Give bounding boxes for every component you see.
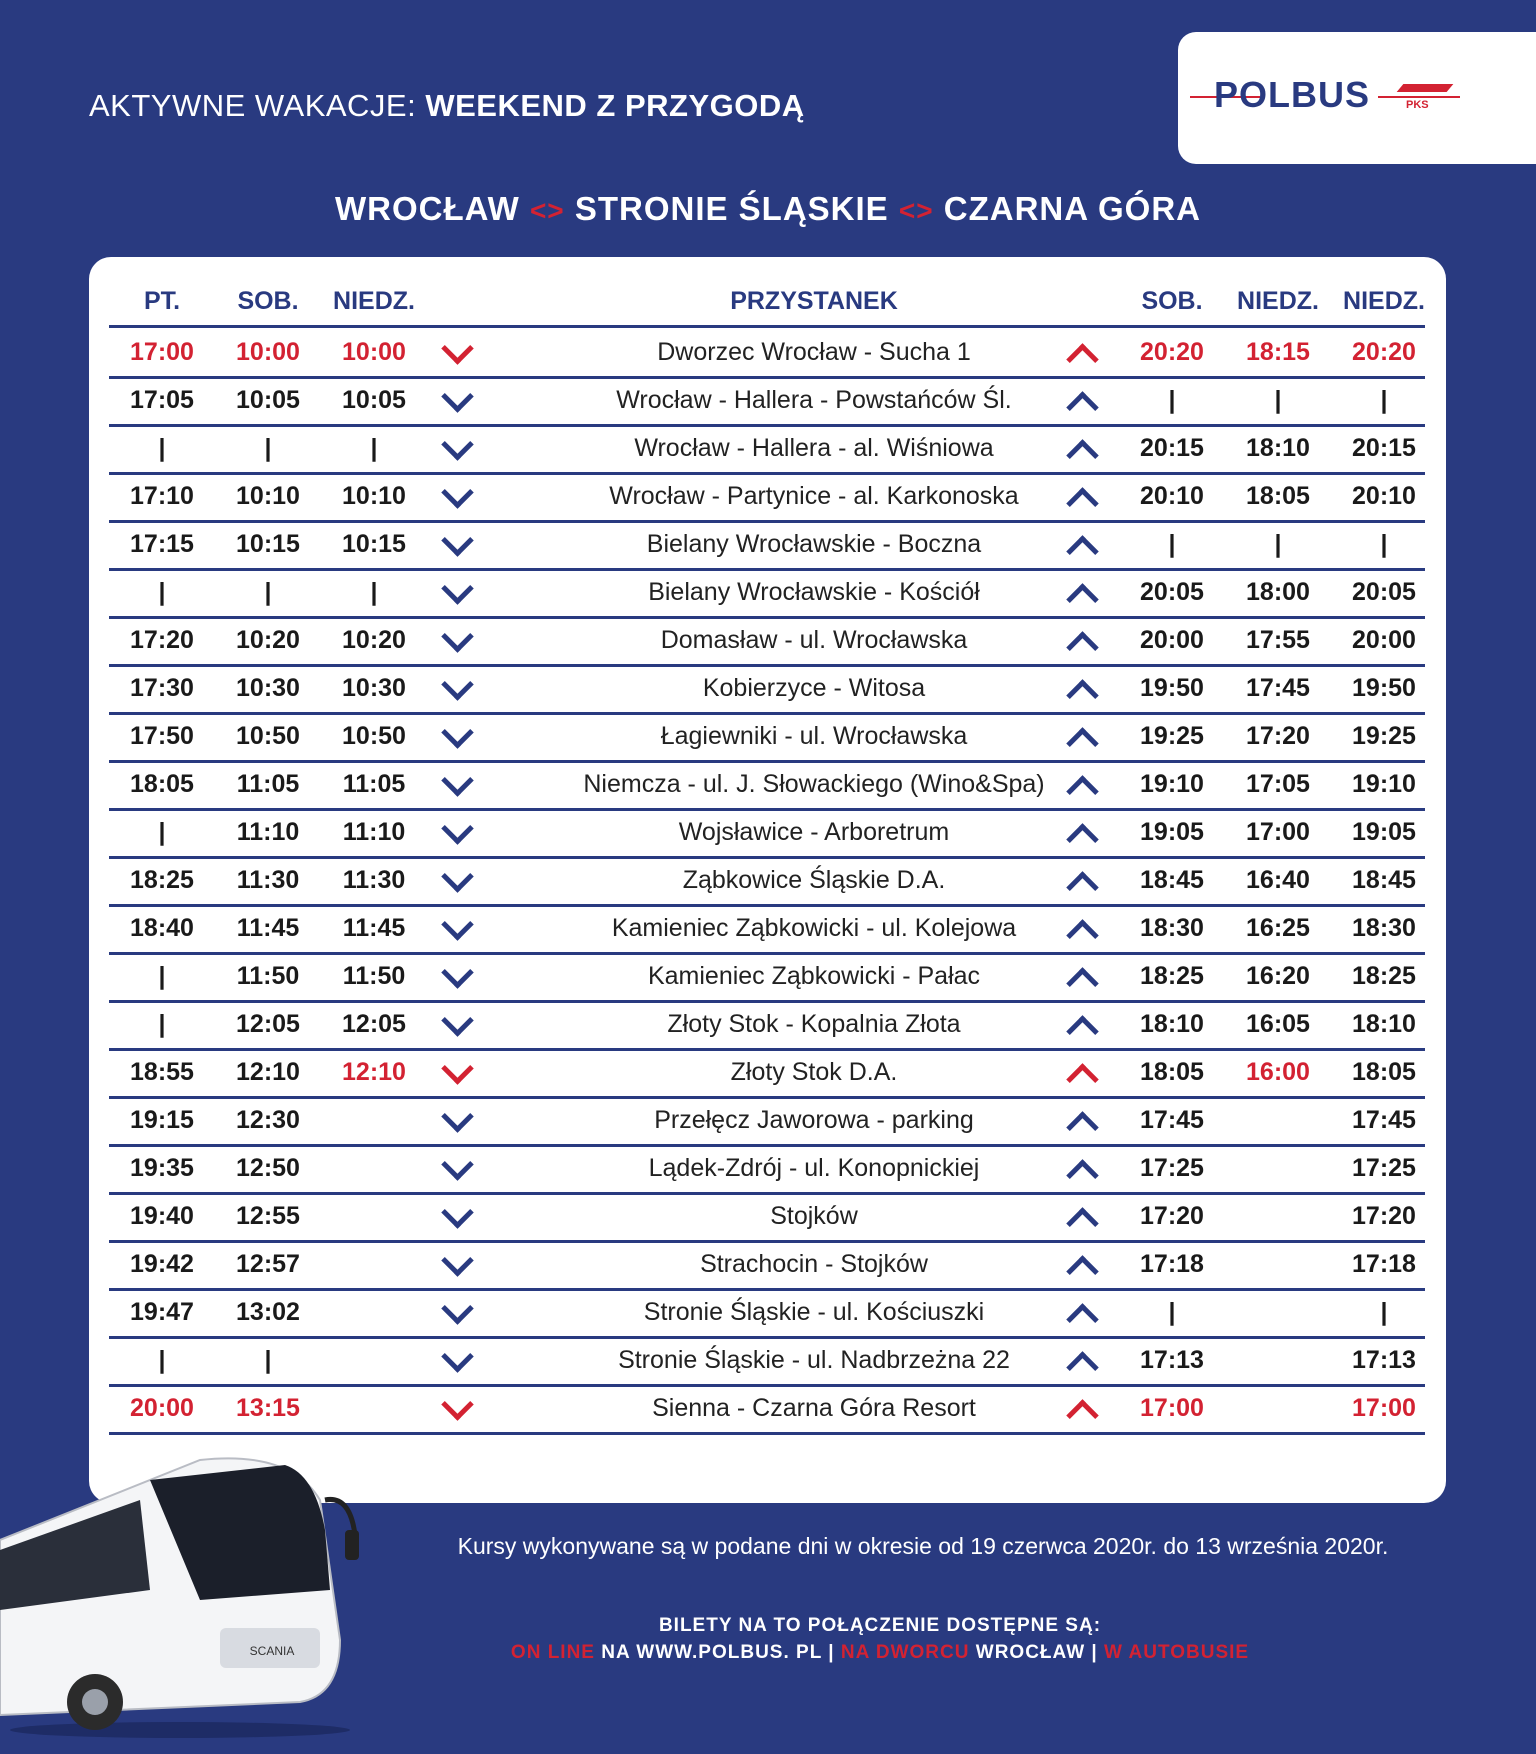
- logo-text: POLBUS: [1214, 74, 1371, 115]
- time-c2: 13:02: [236, 1298, 300, 1326]
- chevron-down-icon: [441, 812, 474, 845]
- time-c1: 19:47: [130, 1298, 194, 1326]
- ticket-sep-2: |: [1085, 1642, 1105, 1663]
- time-c1: 18:40: [130, 914, 194, 942]
- stop-name: Kobierzyce - Witosa: [702, 674, 926, 702]
- time-c6: 20:15: [1352, 434, 1416, 462]
- time-c2: 11:30: [236, 866, 300, 894]
- chevron-down-icon: [441, 1148, 474, 1181]
- tickets-info: [380, 1612, 1380, 1666]
- time-c2: 10:50: [236, 722, 300, 750]
- time-c1: 18:25: [130, 866, 194, 894]
- stop-name: Lądek-Zdrój - ul. Konopnickiej: [648, 1154, 980, 1182]
- time-c2: 11:10: [236, 818, 300, 846]
- time-c4: 19:10: [1140, 770, 1204, 798]
- table-row: [109, 1240, 1425, 1291]
- time-c1: 19:42: [130, 1250, 194, 1278]
- time-c6: 20:05: [1352, 578, 1416, 606]
- stop-name: Niemcza - ul. J. Słowackiego (Wino&Spa): [583, 770, 1045, 798]
- title-prefix: AKTYWNE WAKACJE:: [89, 88, 426, 123]
- table-row: [109, 1336, 1425, 1387]
- time-c4: 19:50: [1140, 674, 1204, 702]
- time-c2: |: [264, 1346, 272, 1374]
- time-c5: [1225, 1336, 1331, 1384]
- stop-name: Domasław - ul. Wrocławska: [660, 626, 968, 654]
- time-c5: 18:00: [1246, 578, 1310, 606]
- time-c4: 20:00: [1140, 626, 1204, 654]
- chevron-down-icon: [441, 524, 474, 557]
- logo-pks: PKS: [1406, 99, 1429, 111]
- route-title: [0, 190, 1536, 228]
- chevron-down-icon: [441, 1340, 474, 1373]
- time-c5: [1225, 1144, 1331, 1192]
- time-c4: 19:25: [1140, 722, 1204, 750]
- time-c2: 12:30: [236, 1106, 300, 1134]
- tickets-title: BILETY NA TO POŁĄCZENIE DOSTĘPNE SĄ:: [658, 1615, 1102, 1636]
- ticket-online-site: NA WWW.POLBUS. PL: [594, 1642, 822, 1663]
- time-c6: 18:05: [1352, 1058, 1416, 1086]
- time-c3: [321, 1096, 427, 1144]
- table-row: [109, 760, 1425, 811]
- stop-name: Kamieniec Ząbkowicki - ul. Kolejowa: [611, 914, 1017, 942]
- time-c4: |: [1168, 1298, 1176, 1326]
- table-row: [109, 1000, 1425, 1051]
- footer-note: Kursy wykonywane są w podane dni w okresie od 19 czerwca 2020r. do 13 września 2020r.: [457, 1533, 1389, 1559]
- time-c4: 20:05: [1140, 578, 1204, 606]
- time-c4: 18:25: [1140, 962, 1204, 990]
- time-c4: 20:20: [1140, 338, 1204, 366]
- time-c4: 18:10: [1140, 1010, 1204, 1038]
- table-row: [109, 664, 1425, 715]
- time-c5: |: [1274, 386, 1282, 414]
- time-c4: 17:00: [1140, 1394, 1204, 1422]
- stop-name: Dworzec Wrocław - Sucha 1: [657, 338, 971, 366]
- time-c5: 16:25: [1246, 914, 1310, 942]
- time-c3: 10:50: [342, 722, 406, 750]
- table-row: [109, 424, 1425, 475]
- chevron-down-icon: [441, 332, 474, 365]
- time-c6: 17:20: [1352, 1202, 1416, 1230]
- time-c2: 11:50: [236, 962, 300, 990]
- time-c2: 12:57: [236, 1250, 300, 1278]
- time-c3: 10:20: [342, 626, 406, 654]
- time-c4: 17:20: [1140, 1202, 1204, 1230]
- stop-name: Wrocław - Hallera - al. Wiśniowa: [634, 434, 994, 462]
- time-c4: 18:30: [1140, 914, 1204, 942]
- chevron-down-icon: [441, 1388, 474, 1421]
- time-c4: 17:45: [1140, 1106, 1204, 1134]
- chevron-down-icon: [441, 1292, 474, 1325]
- time-c5: 18:05: [1246, 482, 1310, 510]
- chevron-down-icon: [441, 572, 474, 605]
- chevron-down-icon: [441, 1100, 474, 1133]
- time-c1: |: [158, 818, 166, 846]
- time-c2: |: [264, 578, 272, 606]
- chevron-down-icon: [441, 1052, 474, 1085]
- time-c6: 17:45: [1352, 1106, 1416, 1134]
- time-c5: [1225, 1240, 1331, 1288]
- time-c5: 16:40: [1246, 866, 1310, 894]
- time-c2: 12:05: [236, 1010, 300, 1038]
- time-c3: 10:10: [342, 482, 406, 510]
- time-c4: 19:05: [1140, 818, 1204, 846]
- stop-name: Bielany Wrocławskie - Kościół: [648, 578, 980, 606]
- time-c5: [1225, 1096, 1331, 1144]
- time-c3: [321, 1288, 427, 1336]
- table-row: [109, 856, 1425, 907]
- page-title: [89, 88, 805, 124]
- time-c2: 10:20: [236, 626, 300, 654]
- stop-name: Łagiewniki - ul. Wrocławska: [660, 722, 968, 750]
- table-row: [109, 520, 1425, 571]
- time-c1: 20:00: [130, 1394, 194, 1422]
- table-row: [109, 1192, 1425, 1243]
- header-sob-return: SOB.: [1141, 287, 1203, 315]
- time-c1: 19:40: [130, 1202, 194, 1230]
- time-c1: |: [158, 962, 166, 990]
- time-c3: [321, 1144, 427, 1192]
- stop-name: Złoty Stok D.A.: [730, 1058, 898, 1086]
- stop-name: Przełęcz Jaworowa - parking: [654, 1106, 974, 1134]
- chevron-down-icon: [441, 764, 474, 797]
- time-c1: 17:30: [130, 674, 194, 702]
- chevron-down-icon: [441, 476, 474, 509]
- time-c3: 12:05: [342, 1010, 406, 1038]
- time-c2: 10:10: [236, 482, 300, 510]
- stop-name: Bielany Wrocławskie - Boczna: [646, 530, 982, 558]
- time-c3: [321, 1192, 427, 1240]
- time-c6: 20:10: [1352, 482, 1416, 510]
- time-c4: 17:13: [1140, 1346, 1204, 1374]
- time-c3: 10:00: [342, 338, 406, 366]
- time-c5: 17:45: [1246, 674, 1310, 702]
- time-c6: 17:18: [1352, 1250, 1416, 1278]
- table-row: [109, 1096, 1425, 1147]
- title-bold: WEEKEND Z PRZYGODĄ: [425, 88, 805, 123]
- table-row: [109, 376, 1425, 427]
- time-c5: 16:20: [1246, 962, 1310, 990]
- bus-illustration: [0, 1440, 370, 1740]
- time-c5: [1225, 1192, 1331, 1240]
- time-c1: |: [158, 578, 166, 606]
- stop-name: Strachocin - Stojków: [700, 1250, 928, 1278]
- time-c6: 18:30: [1352, 914, 1416, 942]
- chevron-down-icon: [441, 1196, 474, 1229]
- time-c4: 17:18: [1140, 1250, 1204, 1278]
- time-c1: 17:10: [130, 482, 194, 510]
- time-c2: 12:10: [236, 1058, 300, 1086]
- header-niedz: NIEDZ.: [333, 287, 415, 315]
- time-c4: 18:05: [1140, 1058, 1204, 1086]
- time-c5: 18:10: [1246, 434, 1310, 462]
- time-c6: 17:13: [1352, 1346, 1416, 1374]
- time-c2: 10:15: [236, 530, 300, 558]
- time-c5: 17:20: [1246, 722, 1310, 750]
- ticket-sep-1: |: [821, 1642, 841, 1663]
- time-c5: |: [1274, 530, 1282, 558]
- time-c1: 18:05: [130, 770, 194, 798]
- time-c5: 17:00: [1246, 818, 1310, 846]
- time-c3: [321, 1384, 427, 1432]
- time-c5: 16:00: [1246, 1058, 1310, 1086]
- table-row: [109, 1048, 1425, 1099]
- time-c6: 19:10: [1352, 770, 1416, 798]
- time-c4: 20:15: [1140, 434, 1204, 462]
- header-niedz-return: NIEDZ.: [1237, 287, 1319, 315]
- time-c1: |: [158, 1010, 166, 1038]
- time-c4: 20:10: [1140, 482, 1204, 510]
- stop-name: Wrocław - Partynice - al. Karkonoska: [609, 482, 1019, 510]
- time-c1: 17:50: [130, 722, 194, 750]
- time-c1: 19:15: [130, 1106, 194, 1134]
- table-row: [109, 1288, 1425, 1339]
- chevron-down-icon: [441, 956, 474, 989]
- time-c1: 17:20: [130, 626, 194, 654]
- time-c6: 20:00: [1352, 626, 1416, 654]
- time-c6: 17:00: [1352, 1394, 1416, 1422]
- chevron-down-icon: [441, 1244, 474, 1277]
- stop-name: Stronie Śląskie - ul. Kościuszki: [643, 1298, 985, 1326]
- time-c1: 17:00: [130, 338, 194, 366]
- time-c6: |: [1380, 1298, 1388, 1326]
- timetable-panel: [89, 257, 1446, 1503]
- table-row: [109, 1144, 1425, 1195]
- stop-name: Kamieniec Ząbkowicki - Pałac: [647, 962, 981, 990]
- header-pt: PT.: [143, 287, 181, 315]
- time-c2: 12:55: [236, 1202, 300, 1230]
- time-c5: [1225, 1384, 1331, 1432]
- time-c5: 16:05: [1246, 1010, 1310, 1038]
- polbus-logo: [1178, 32, 1536, 164]
- time-c2: 12:50: [236, 1154, 300, 1182]
- time-c1: 17:05: [130, 386, 194, 414]
- stop-name: Stronie Śląskie - ul. Nadbrzeżna 22: [618, 1346, 1010, 1374]
- table-row: [109, 616, 1425, 667]
- stop-name: Sienna - Czarna Góra Resort: [652, 1394, 976, 1422]
- time-c3: |: [370, 578, 378, 606]
- time-c2: 10:05: [236, 386, 300, 414]
- table-row: [109, 712, 1425, 763]
- time-c6: 18:45: [1352, 866, 1416, 894]
- svg-text:SCANIA: SCANIA: [249, 1644, 295, 1658]
- time-c3: 10:15: [342, 530, 406, 558]
- tickets-options: [380, 1639, 1380, 1666]
- time-c3: |: [370, 434, 378, 462]
- time-c3: 11:05: [342, 770, 406, 798]
- time-c1: 17:15: [130, 530, 194, 558]
- time-c2: 13:15: [236, 1394, 300, 1422]
- time-c3: 11:30: [342, 866, 406, 894]
- chevron-down-icon: [441, 428, 474, 461]
- stop-name: Ząbkowice Śląskie D.A.: [682, 866, 946, 894]
- ticket-bus: W AUTOBUSIE: [1104, 1642, 1250, 1663]
- time-c2: 10:00: [236, 338, 300, 366]
- table-row: [109, 952, 1425, 1003]
- ticket-station-city: WROCŁAW: [969, 1642, 1086, 1663]
- route-sep-2: <>: [898, 195, 934, 226]
- time-c4: 18:45: [1140, 866, 1204, 894]
- header-przystanek: PRZYSTANEK: [730, 287, 898, 315]
- time-c3: 11:45: [342, 914, 406, 942]
- chevron-down-icon: [441, 860, 474, 893]
- bus-icon: [0, 1440, 370, 1740]
- time-c5: 17:55: [1246, 626, 1310, 654]
- chevron-down-icon: [441, 716, 474, 749]
- time-c6: 19:25: [1352, 722, 1416, 750]
- time-c5: 18:15: [1246, 338, 1310, 366]
- chevron-down-icon: [441, 620, 474, 653]
- time-c6: 18:10: [1352, 1010, 1416, 1038]
- table-row: [109, 472, 1425, 523]
- header-niedz-return-2: NIEDZ.: [1343, 287, 1425, 315]
- stop-name: Stojków: [770, 1202, 858, 1230]
- time-c2: 11:45: [236, 914, 300, 942]
- route-sep-1: <>: [529, 195, 565, 226]
- time-c6: |: [1380, 386, 1388, 414]
- logo-wing: [1397, 84, 1454, 92]
- time-c1: |: [158, 434, 166, 462]
- table-header: [109, 277, 1425, 328]
- time-c5: [1225, 1288, 1331, 1336]
- route-via: STRONIE ŚLĄSKIE: [574, 190, 889, 227]
- table-row: [109, 808, 1425, 859]
- time-c6: 17:25: [1352, 1154, 1416, 1182]
- chevron-down-icon: [441, 668, 474, 701]
- chevron-down-icon: [441, 380, 474, 413]
- time-c3: [321, 1336, 427, 1384]
- time-c2: |: [264, 434, 272, 462]
- time-c4: 17:25: [1140, 1154, 1204, 1182]
- time-c4: |: [1168, 386, 1176, 414]
- ticket-station: NA DWORCU: [840, 1642, 970, 1663]
- time-c6: 19:05: [1352, 818, 1416, 846]
- time-c6: 19:50: [1352, 674, 1416, 702]
- time-c3: 10:05: [342, 386, 406, 414]
- stop-name: Złoty Stok - Kopalnia Złota: [667, 1010, 961, 1038]
- route-to: CZARNA GÓRA: [943, 190, 1202, 227]
- table-row: [109, 568, 1425, 619]
- time-c3: 11:10: [342, 818, 406, 846]
- time-c3: 12:10: [342, 1058, 406, 1086]
- chevron-down-icon: [441, 908, 474, 941]
- time-c6: |: [1380, 530, 1388, 558]
- time-c3: 11:50: [342, 962, 406, 990]
- ticket-online: ON LINE: [510, 1642, 595, 1663]
- time-c4: |: [1168, 530, 1176, 558]
- logo-line-right: [1378, 96, 1460, 98]
- time-c2: 10:30: [236, 674, 300, 702]
- time-c6: 20:20: [1352, 338, 1416, 366]
- time-c3: 10:30: [342, 674, 406, 702]
- time-c1: 18:55: [130, 1058, 194, 1086]
- table-row: [109, 1384, 1425, 1435]
- time-c3: [321, 1240, 427, 1288]
- time-c6: 18:25: [1352, 962, 1416, 990]
- table-row: [109, 904, 1425, 955]
- route-from: WROCŁAW: [334, 190, 520, 227]
- chevron-down-icon: [441, 1004, 474, 1037]
- time-c5: 17:05: [1246, 770, 1310, 798]
- stop-name: Wrocław - Hallera - Powstańców Śl.: [616, 386, 1012, 414]
- stop-name: Wojsławice - Arboretrum: [678, 818, 950, 846]
- table-row: [109, 328, 1425, 379]
- time-c1: 19:35: [130, 1154, 194, 1182]
- time-c1: |: [158, 1346, 166, 1374]
- time-c2: 11:05: [236, 770, 300, 798]
- header-sob: SOB.: [237, 287, 299, 315]
